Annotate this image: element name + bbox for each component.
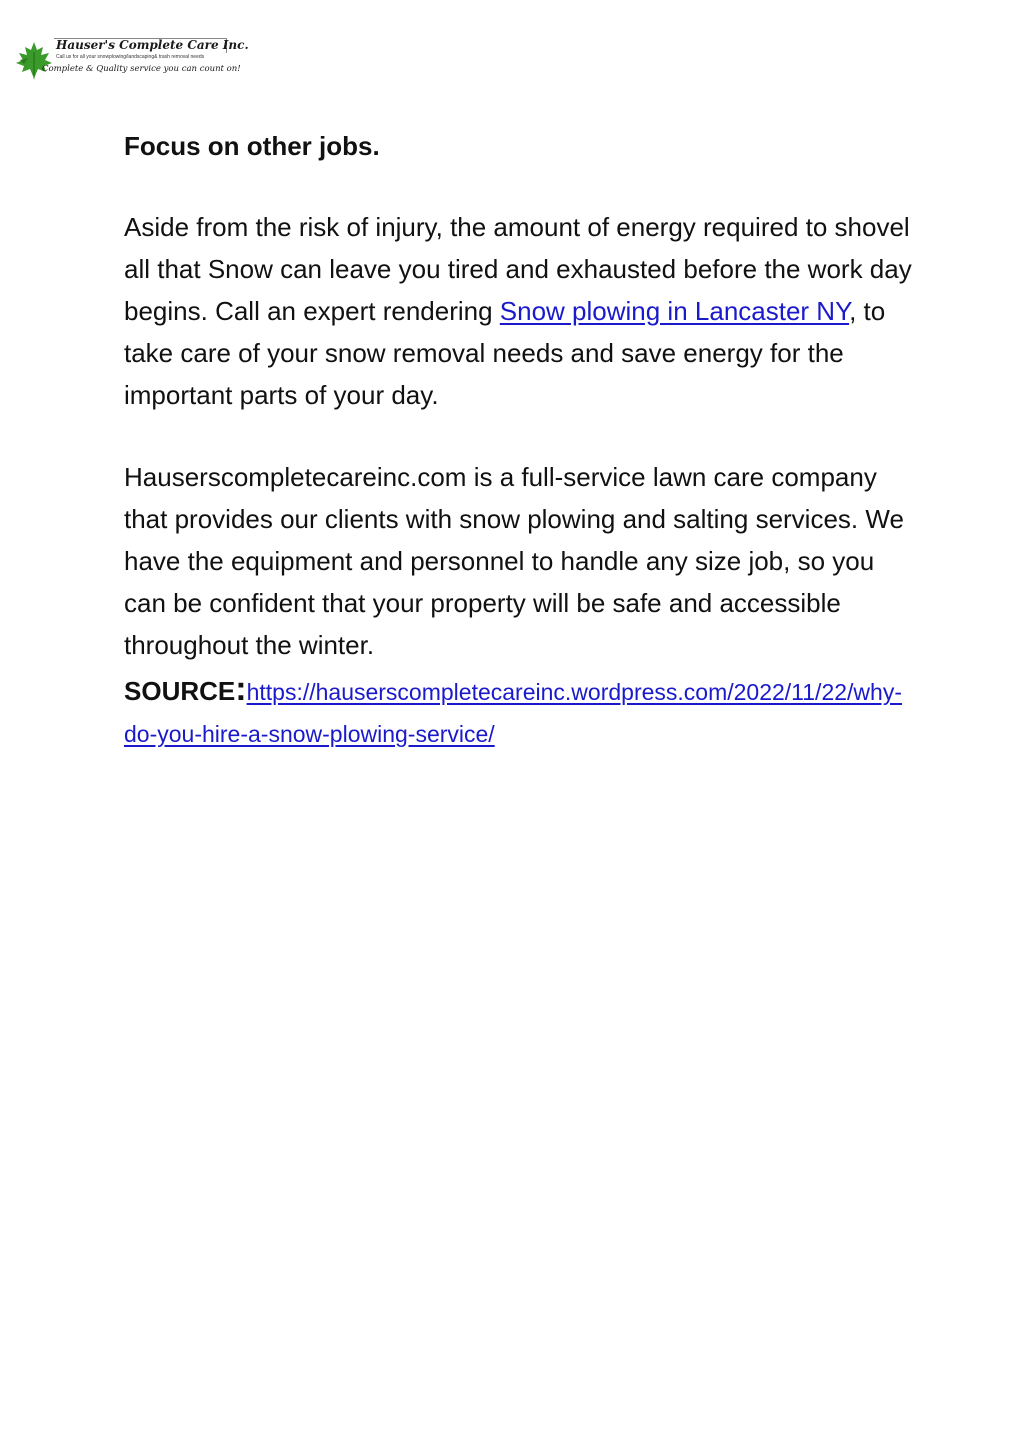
paragraph-text: , to take care of your snow removal needs and save energy for the important parts of your day. — [124, 296, 886, 410]
document-body — [124, 122, 914, 754]
company-logo — [12, 38, 249, 82]
section-heading: Focus on other jobs. — [124, 131, 380, 161]
source-colon: : — [235, 670, 247, 708]
logo-tagline-small: Call us for all your snowplowing/landscaping& trash removal needs — [56, 54, 205, 60]
logo-tagline: Complete & Quality service you can count on! — [42, 64, 241, 74]
paragraph-company: Hauserscompletecareinc.com is a full-service lawn care company that provides our clients with snow plowing and salting services. We have the equipment and personnel to handle any size job, so you can be confident that your property will be safe and accessible throughout the winter. — [124, 462, 904, 660]
paragraph-text: Aside from the risk of injury, the amount of energy required to shovel all that Snow can leave you tired and exhausted before the work day begins. Call an expert rendering — [124, 212, 912, 326]
logo-name: Hauser's Complete Care Inc. — [56, 38, 249, 52]
source-label: SOURCE — [124, 676, 236, 706]
snow-plowing-link[interactable]: Snow plowing in Lancaster NY — [499, 296, 850, 326]
source-link[interactable]: https://hauserscompletecareinc.wordpress.com/2022/11/22/why-do-you-hire-a-snow-plowing-service/ — [124, 679, 902, 747]
paragraph-energy — [124, 206, 914, 416]
source-line — [124, 670, 914, 754]
